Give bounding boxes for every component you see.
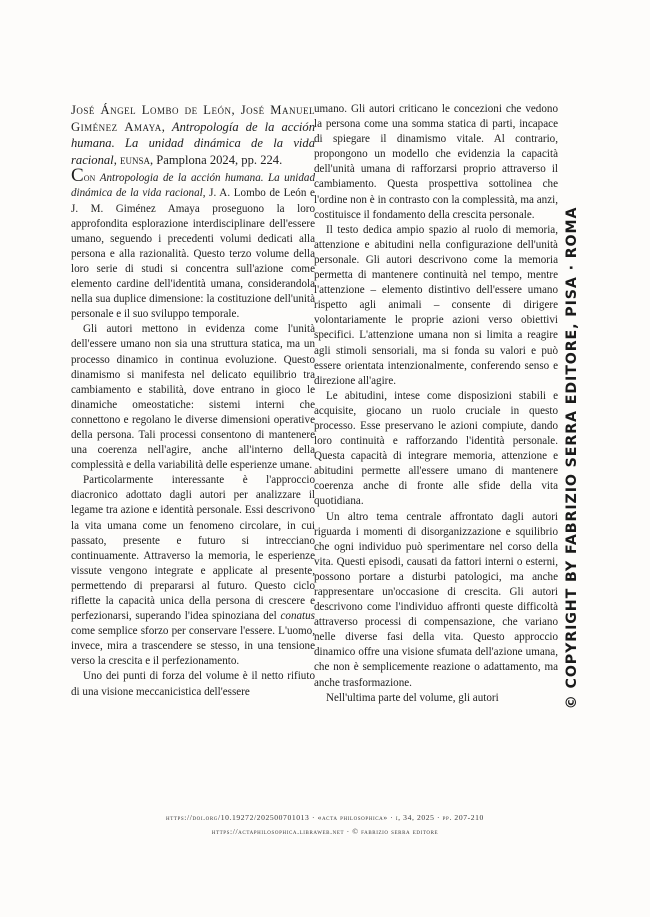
book-reference: José Ángel Lombo de León, José Manuel Giménez Amaya, Antropología de la acción humana. La unidad dinámica de la vida racional, eunsa, Pamplona 2024, pp. 224. xyxy=(71,103,316,167)
paragraph-text: Particolarmente interessante è l'approccio diacronico adottato dagli autori per analizzare il legame tra azione e identità personale. Essi descrivono la vita umana come un fenomeno circolare, in cui passato, presente e futuro si intrecciano continuamente. Attraverso la memoria, le esperienze vissute vengono integrate e applicate al presente, permettendo di prepararsi al futuro. Questo ciclo riflette la capacità unica della persona di crescere e perfezionarsi, superando l'idea spinoziana del xyxy=(71,474,315,623)
reference-publisher: eunsa xyxy=(119,152,150,167)
book-title-inline: Antropologia de la acción humana. La unidad dinámica de la vida racional xyxy=(71,172,315,200)
reference-authors: José Ángel Lombo de León, José Manuel Giménez Amaya xyxy=(71,103,315,134)
paragraph-continuation: umano. Gli autori criticano le concezioni che vedono la persona come una somma statica di parti, incapace di spiegare il dinamismo vitale. Al contrario, propongono un modello che evidenzia la capacità dell'unità umana di rafforzarsi proprio attraverso il cambiamento. Questa prospettiva sottolinea che l'ordine non è in contrasto con la complessità, ma anzi, costituisce il fondamento della crescita personale. xyxy=(314,103,558,221)
paragraph-text: come semplice sforzo per conservare l'essere. L'uomo, invece, mira a trascendere se stesso, in una tensione verso la crescita e il perfezionamento. xyxy=(71,625,315,668)
paragraph: Gli autori mettono in evidenza come l'unità dell'essere umano non sia una struttura statica, ma un processo dinamico in continua evoluzione. Questo dinamismo si manifesta nel delicato equilibrio tra cambiamento e stabilità, dove entrano in gioco le dinamiche omeostatiche: sistemi interni che connettono e regolano le diverse dimensioni operative della persona. Tali processi consentono di mantenere una coerenza nell'agire, anche all'interno della complessità e della variabilità delle esperienze umane. xyxy=(71,323,315,472)
italic-term: conatus xyxy=(280,610,315,623)
paragraph: Il testo dedica ampio spazio al ruolo di memoria, attenzione e abitudini nella configurazione dell'unità personale. Gli autori descrivono come la memoria permetta di mantenere continuità nel tempo, mentre l'attenzione – elemento distintivo dell'essere umano rispetto agli animali – consente di dirigere volontariamente le proprie azioni verso obiettivi specifici. L'attenzione umana non si limita a reagire agli stimoli sensoriali, ma si fonda su valori e può essere orientata intenzionalmente, conferendo senso e direzione all'agire. xyxy=(314,223,558,387)
right-column xyxy=(314,102,558,706)
footer-website: https://actaphilosophica.libraweb.net · © fabrizio serra editore xyxy=(211,827,439,836)
copyright-sidebar: © COPYRIGHT BY FABRIZIO SERRA EDITORE, PISA · ROMA xyxy=(564,206,580,710)
paragraph: Nell'ultima parte del volume, gli autori xyxy=(326,691,499,704)
paragraph-conatus xyxy=(71,473,315,669)
left-column xyxy=(71,102,315,700)
first-paragraph-text: , J. A. Lombo de León e J. M. Giménez Amaya proseguono la loro approfondita esplorazione interdisciplinare dell'essere umano, seguendo i precedenti volumi dedicati alla persona e alla razionalità. Questo terzo volume della loro serie di studi si concentra sull'azione come elemento cardine dell'identità umana, considerandola nella sua duplice dimensione: la costituzione dell'unità personale e il suo sviluppo temporale. xyxy=(71,187,315,321)
paragraph: Uno dei punti di forza del volume è il netto rifiuto di una visione meccanicistica dell'essere xyxy=(71,670,315,698)
reference-title: Antropología de la acción humana. La unidad dinámica de la vida racional xyxy=(71,119,316,167)
reference-place-pages: , Pamplona 2024, pp. 224. xyxy=(150,152,283,167)
footer-citation: https://doi.org/10.19272/202500701013 · «acta philosophica» · i, 34, 2025 · pp. 207-210 xyxy=(166,813,484,822)
paragraph: Le abitudini, intese come disposizioni stabili e acquisite, giocano un ruolo cruciale in questo processo. Esse preservano le azioni compiute, dando loro continuità e rafforzando l'identità personale. Questa capacità di integrare memoria, attenzione e abitudini permette all'essere umano di mantenere coerenza anche di fronte alle sfide della vita quotidiana. xyxy=(314,389,558,508)
drop-cap: C xyxy=(71,165,84,187)
paragraph: Un altro tema centrale affrontato dagli autori riguarda i momenti di disorganizzazione e squilibrio che ogni individuo può sperimentare nel corso della vita. Questi episodi, causati da fattori interni o esterni, possono portare a disturbi patologici, ma anche rappresentare un'occasione di crescita. Gli autori descrivono come l'individuo affronti queste difficoltà attraverso processi di compensazione, che variano nelle diverse fasi della vita. Questo approccio dinamico offre una visione sfumata dell'azione umana, che non è semplicemente reazione o adattamento, ma anche trasformazione. xyxy=(314,510,558,689)
first-word-rest: on xyxy=(83,172,96,185)
first-paragraph xyxy=(71,165,315,322)
